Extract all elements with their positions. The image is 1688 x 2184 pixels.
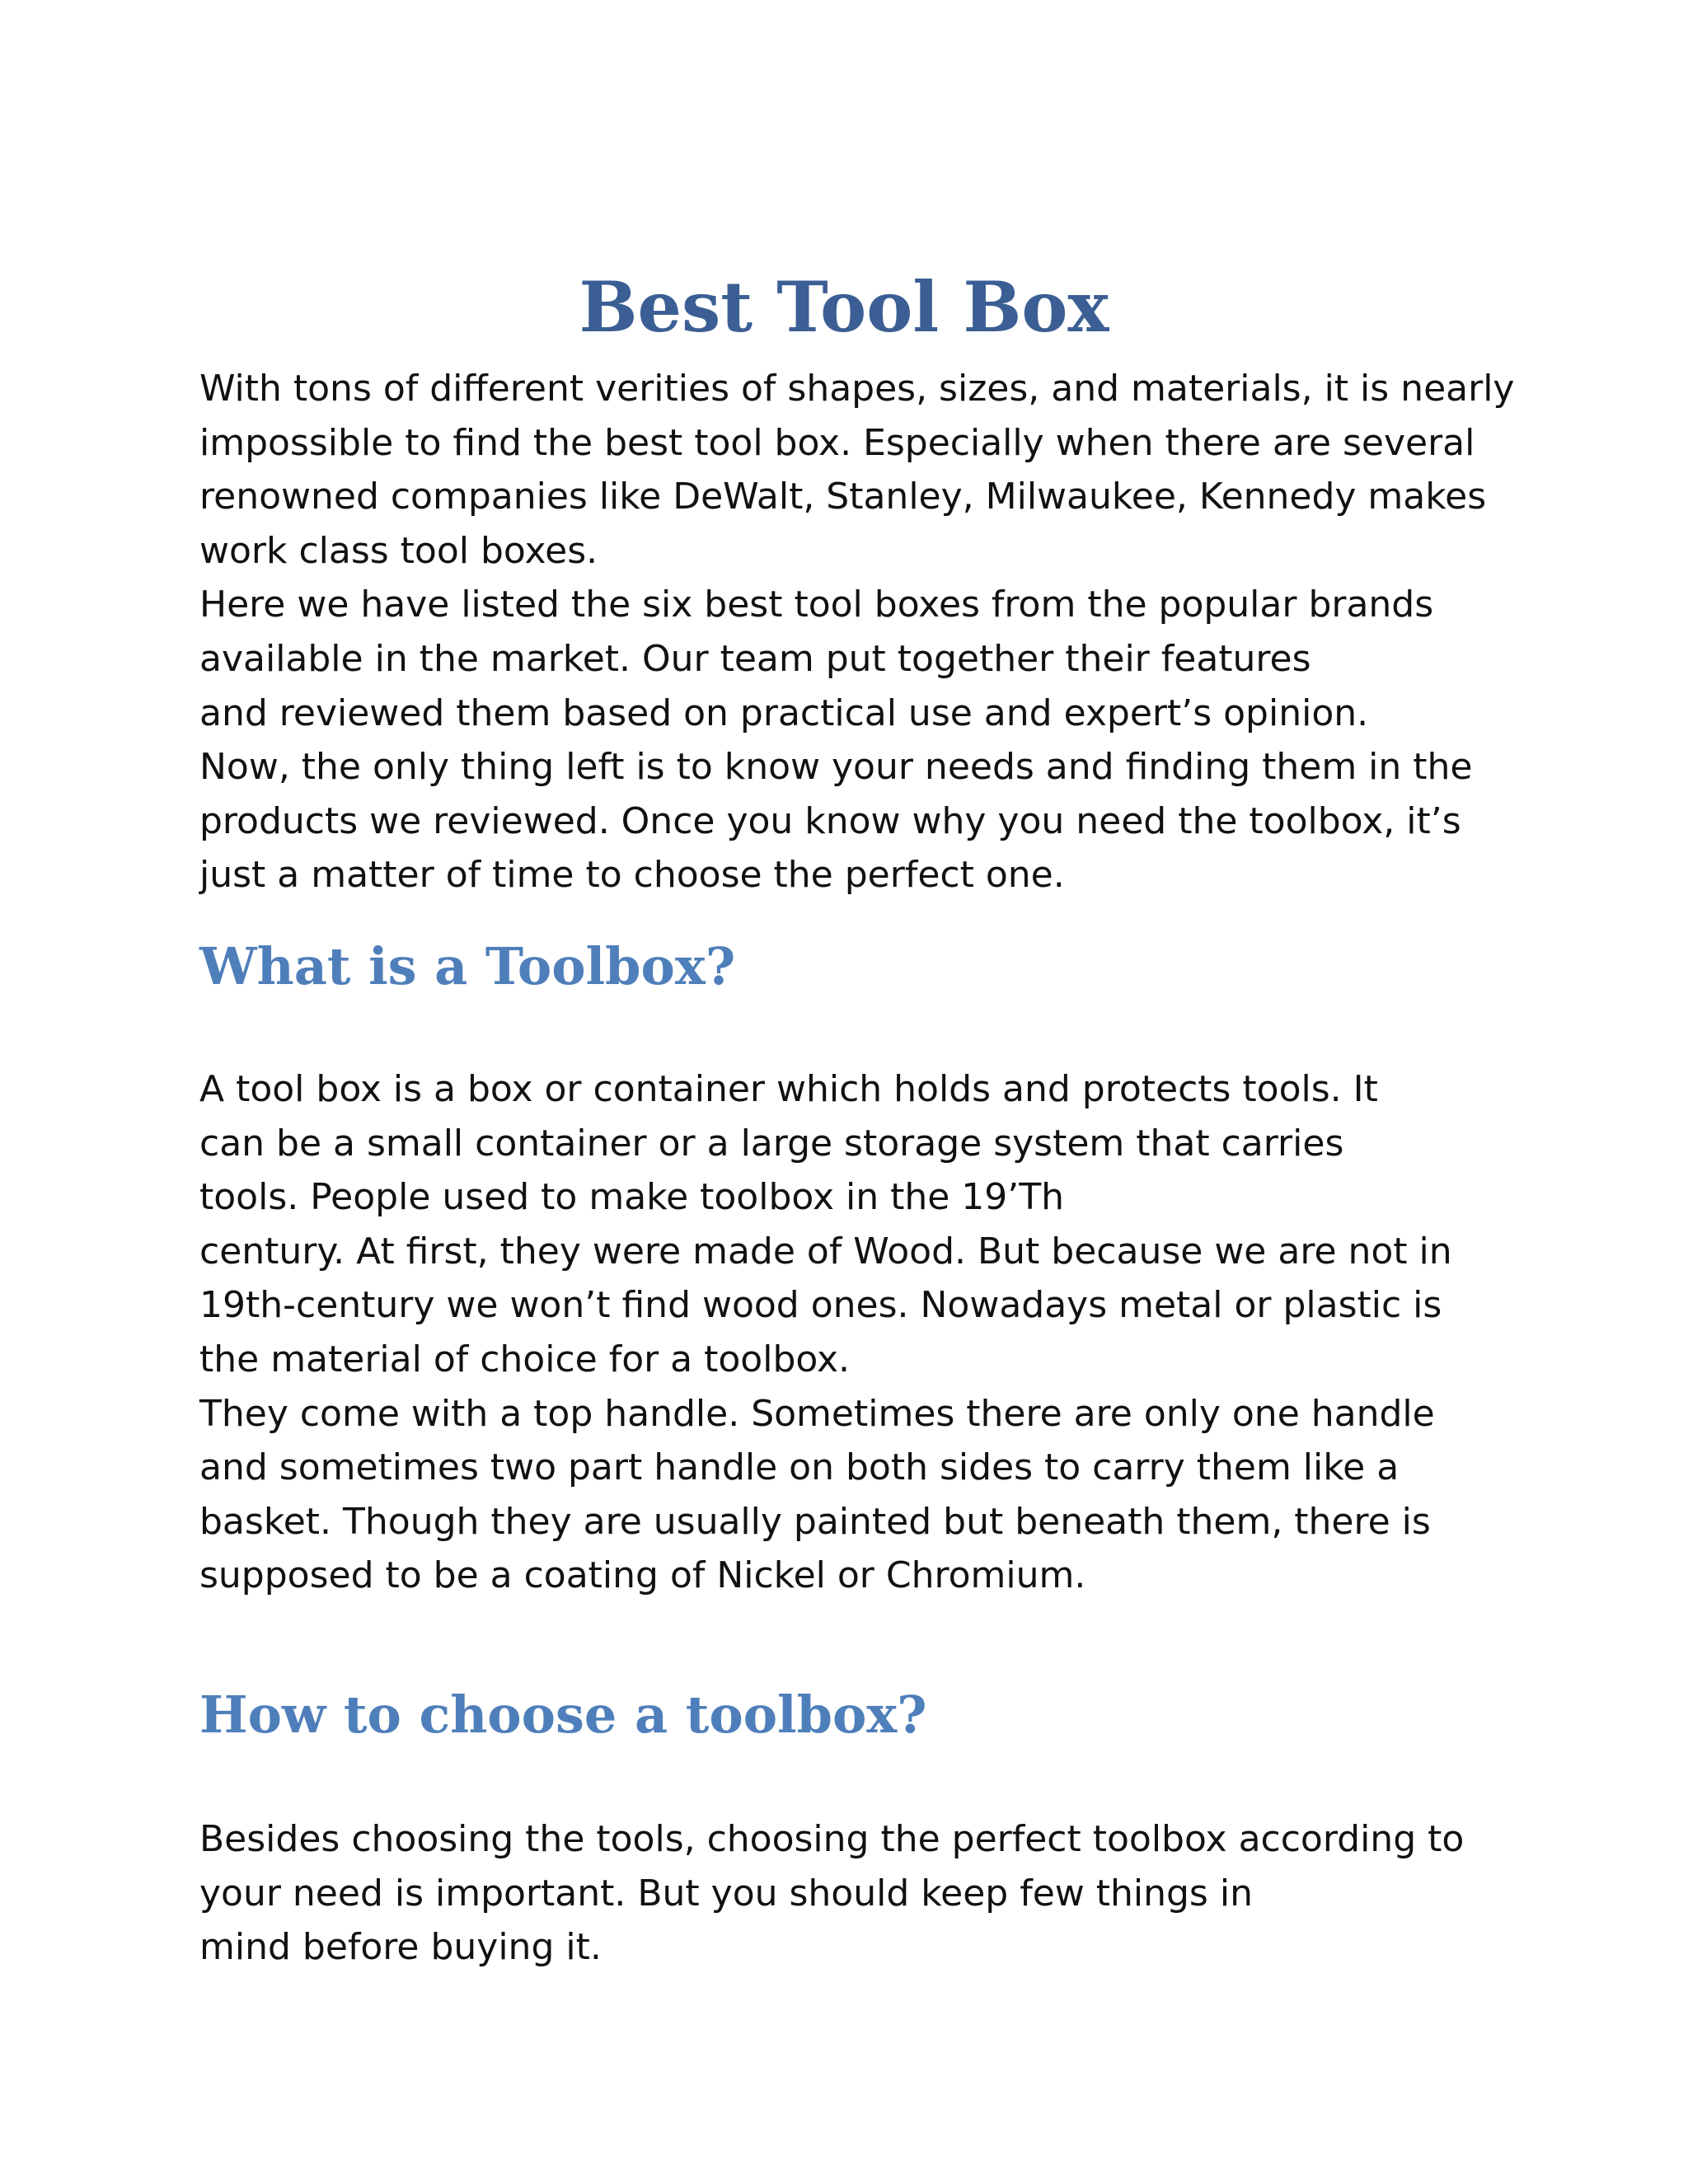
text-line: and sometimes two part handle on both sides to carry them like a (199, 1446, 1400, 1489)
text-line: With tons of different verities of shapes, sizes, and materials, it is nearly (199, 368, 1515, 410)
text-line: products we reviewed. Once you know why you need the toolbox, it’s (199, 799, 1461, 842)
text-line: century. At first, they were made of Wood. But because we are not in (199, 1230, 1452, 1272)
text-line: Besides choosing the tools, choosing the perfect toolbox according to (199, 1818, 1465, 1860)
text-line: Now, the only thing left is to know your needs and finding them in the (199, 746, 1473, 789)
text-line: tools. People used to make toolbox in the 19’Th (199, 1176, 1064, 1219)
text-line: Here we have listed the six best tool boxes from the popular brands (199, 583, 1434, 626)
text-line: your need is important. But you should keep few things in (199, 1872, 1253, 1915)
text-line: and reviewed them based on practical use and expert’s opinion. (199, 691, 1369, 734)
section-heading-what-is-toolbox: What is a Toolbox? (199, 936, 736, 996)
intro-paragraph (199, 362, 1551, 902)
text-line: the material of choice for a toolbox. (199, 1338, 850, 1380)
text-line: renowned companies like DeWalt, Stanley, Milwaukee, Kennedy makes (199, 476, 1487, 518)
text-line: basket. Though they are usually painted but beneath them, there is (199, 1500, 1431, 1543)
text-line: can be a small container or a large storage system that carries (199, 1122, 1344, 1165)
section-what-is-toolbox-body (199, 1062, 1551, 1603)
text-line: supposed to be a coating of Nickel or Chromium. (199, 1554, 1086, 1597)
text-line: impossible to find the best tool box. Especially when there are several (199, 421, 1475, 464)
text-line: They come with a top handle. Sometimes there are only one handle (199, 1392, 1435, 1435)
section-heading-how-to-choose: How to choose a toolbox? (199, 1685, 927, 1745)
text-line: A tool box is a box or container which holds and protects tools. It (199, 1068, 1378, 1110)
text-line: 19th-century we won’t find wood ones. Nowadays metal or plastic is (199, 1284, 1442, 1327)
text-line: available in the market. Our team put together their features (199, 637, 1311, 680)
text-line: just a matter of time to choose the perfect one. (199, 854, 1065, 897)
text-line: mind before buying it. (199, 1926, 602, 1969)
document-title: Best Tool Box (579, 266, 1109, 348)
section-how-to-choose-body (199, 1812, 1551, 1975)
text-line: work class tool boxes. (199, 529, 598, 572)
